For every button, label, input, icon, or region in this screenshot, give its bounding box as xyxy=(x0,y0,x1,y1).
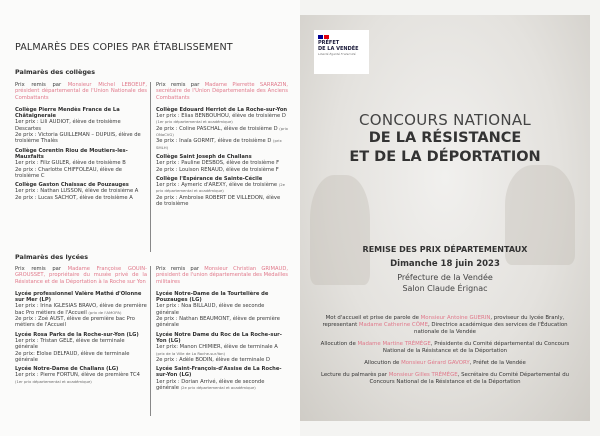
lycees-column-2 xyxy=(150,266,288,416)
giver-name: Monsieur Michel LEBOEUF, président départemental de l'Union Nationale des Combattants xyxy=(15,82,148,101)
program-text: , Secrétaire du Comité Départemental du Concours National de la Résistance et de la Déportation xyxy=(369,372,570,385)
program-text: Mot d'accueil et prise de parole de xyxy=(325,315,421,321)
program-item xyxy=(320,360,570,367)
prize-note: (2e prix départemental et académique) xyxy=(180,385,256,391)
giver-prefix: Prix remis par xyxy=(15,82,68,88)
program-text: Allocution de xyxy=(364,360,402,366)
prize-entry xyxy=(156,167,288,173)
prize-entry xyxy=(156,113,288,126)
logo-line-2: DE LA VENDÉE xyxy=(318,45,359,52)
prize-text: 1er prix : Elias BENBOUHOU, élève de troisième D xyxy=(156,113,286,120)
prize-entry xyxy=(156,138,288,151)
program-text: , Préfet de la Vendée xyxy=(469,360,526,366)
title-line-1: CONCOURS NATIONAL xyxy=(358,111,532,129)
speaker-name: Monsieur Antoine GUERIN xyxy=(420,315,491,321)
prefet-logo xyxy=(314,30,369,74)
school-name: Lycée Notre-Dame de Challans (LG) xyxy=(15,366,119,373)
prize-text: 2e prix : Zoé AUST, élève de première bac Pro métiers de l'Accueil xyxy=(15,316,135,329)
prize-text: 1er prix : Dorian Arrivé, élève de seconde générale xyxy=(156,378,265,392)
prize-note: (1er prix départemental et académique) xyxy=(156,119,233,125)
giver-paragraph xyxy=(156,266,288,285)
prize-entry xyxy=(15,303,147,316)
prize-entry xyxy=(15,351,147,364)
giver-name: Madame Françoise GOUIN-GROUSSET, propriétaire du musée privé de la Résistance et de la Déportation à la Roche sur Yon xyxy=(15,266,148,285)
giver-paragraph xyxy=(15,82,147,101)
school-name: Collège Pierre Mendès France de La Châtaigneraie xyxy=(15,106,120,120)
prize-text: 2e prix : Louison RENAUD, élève de troisième F xyxy=(156,166,279,173)
giver-prefix: Prix remis par xyxy=(156,266,205,272)
speaker-name: Monsieur Gérard GAVORY xyxy=(401,360,470,366)
colleges-column-1 xyxy=(15,82,147,201)
venue-line-2: Salon Claude Érignac xyxy=(402,284,488,293)
prize-entry xyxy=(15,372,147,385)
program-text: , Présidente du Comité départemental du Concours National de la Résistance et de la Déportation xyxy=(382,341,570,354)
school-name: Collège Gaston Chaissac de Pouzauges xyxy=(15,182,129,189)
prize-entry xyxy=(156,357,288,363)
prize-entry xyxy=(156,316,288,329)
prize-text: 2e prix : Nathan BEAUMONT, élève de première générale xyxy=(156,316,280,329)
giver-prefix: Prix remis par xyxy=(15,266,68,272)
giver-prefix: Prix remis par xyxy=(156,82,205,88)
school-name: Collège l'Espérance de Sainte-Cécile xyxy=(156,175,263,182)
program xyxy=(320,315,570,391)
prize-text: 2e prix : Coline PASCHAL, élève de troisième D xyxy=(156,125,280,132)
lycees-heading: Palmarès des lycées xyxy=(15,253,89,261)
prize-text: 1er prix : Lili AUDIOT, élève de troisième Descartes xyxy=(15,119,121,132)
cover-page xyxy=(300,15,590,421)
logo-motto: Liberté Égalité Fraternité xyxy=(318,52,356,56)
prize-entry xyxy=(15,119,147,132)
giver-name: Monsieur Christian GRIMAUD, président de l'union départementale des Médailles militaires xyxy=(156,266,289,285)
event-date: Dimanche 18 juin 2023 xyxy=(390,259,500,269)
prize-text: 1er prix : Irina IGLESIAS BRAVO, élève de première bac Pro métiers de l'Accueil xyxy=(15,303,147,316)
prize-text: 2e prix : Adèle BODIN, élève de terminale D xyxy=(156,356,270,363)
school-name: Lycée Notre-Dame de la Tourtelière de Pouzauges (LG) xyxy=(156,290,269,304)
prize-note: (2e prix départemental et académique) xyxy=(156,182,286,194)
prize-text: 2e prix : Charlotte CHIFFOLEAU, élève de troisième C xyxy=(15,166,123,179)
page-title: PALMARÈS DES COPIES PAR ÉTABLISSEMENT xyxy=(15,42,233,53)
giver-name: Madame Pierrette SARRAZIN, secrétaire de l'Union Départementale des Anciens Combattants xyxy=(156,82,288,101)
lycees-column-1 xyxy=(15,266,147,385)
giver-paragraph xyxy=(156,82,288,101)
colleges-column-2 xyxy=(150,82,288,252)
prize-entry xyxy=(15,338,147,351)
prize-note: (1er prix départemental et académique) xyxy=(15,378,92,384)
prize-text: 1er prix : Pauline DESBOS, élève de troisième F xyxy=(156,160,280,167)
title-line-2: DE LA RÉSISTANCE xyxy=(368,130,522,146)
prize-text: 1er prix: Manon CHIMIER, élève de terminale A xyxy=(156,344,278,351)
prize-entry xyxy=(156,182,288,195)
flag-icon xyxy=(318,35,365,39)
prize-entry xyxy=(15,316,147,329)
school-name: Lycée Notre Dame du Roc de La Roche-sur-Yon (LG) xyxy=(156,331,282,344)
prize-entry xyxy=(156,344,288,357)
school-name: Collège Corentin Riou de Moutiers-les-Mauxfaits xyxy=(15,147,128,160)
speaker-name: Monsieur Gilles TRÉMÈGE xyxy=(388,372,458,378)
school-name: Collège Edouard Herriot de La Roche-sur-Yon xyxy=(156,106,288,113)
prize-text: 1er prix : Tristan GELE, élève de terminale générale xyxy=(15,337,125,351)
prize-note: (prix de la Ville de La Roche-sur-Yon) xyxy=(156,350,225,356)
program-text: , Directrice académique des services de l'Éducation nationale de la Vendée xyxy=(414,322,568,335)
prize-text: 3e prix : Inaïa GORMIT, élève de troisième D xyxy=(156,138,273,145)
title-line-3: ET DE LA DÉPORTATION xyxy=(349,149,541,165)
prize-text: 1er prix : Noa BILLAUD, élève de seconde générale xyxy=(156,303,265,316)
prize-text: 2e prix : Victoria GUILLEMAN – DUPUIS, élève de troisième Thalès xyxy=(15,132,141,145)
program-text: Lecture du palmarès par xyxy=(320,372,389,378)
prize-text: 2e prix: Eloïse DELFAUD, élève de terminale générale xyxy=(15,350,130,363)
prize-entry xyxy=(156,126,288,139)
prize-entry xyxy=(15,132,147,145)
prize-entry xyxy=(15,167,147,180)
prize-entry xyxy=(156,195,288,208)
speaker-name: Madame Martine TRÉMÈGE xyxy=(357,341,431,347)
logo-line-1: PRÉFET xyxy=(318,40,340,46)
prize-text: 1er prix : Pierre FORTUN, élève de première TC4 xyxy=(15,372,140,379)
prize-text: 1er prix : Filiz GULER, élève de troisième B xyxy=(15,160,126,167)
school-name: Lycée Saint-François-d'Assise de La Roche-sur-Yon (LG) xyxy=(156,366,282,379)
giver-paragraph xyxy=(15,266,147,285)
prize-note: (prix ONaCVG) xyxy=(156,125,289,138)
prize-entry xyxy=(156,379,288,392)
speaker-name: Madame Catherine CÔME xyxy=(358,322,428,328)
program-item xyxy=(320,341,570,355)
prize-note: (prix de l'AMOPA) xyxy=(88,309,122,315)
school-name: Lycée professionnel Valère Mathé d'Olonne sur Mer (LP) xyxy=(15,290,142,304)
prize-text: 2e prix : Lucas SACHOT, élève de troisième A xyxy=(15,194,133,201)
colleges-heading: Palmarès des collèges xyxy=(15,68,96,76)
program-item xyxy=(320,315,570,336)
prize-entry xyxy=(156,303,288,316)
prize-text: 1er prix : Aymeric d'AREXY, élève de troisième xyxy=(156,182,279,189)
remise-heading: REMISE DES PRIX DÉPARTEMENTAUX xyxy=(362,245,528,254)
prize-note: (prix SMLH) xyxy=(156,138,282,150)
prize-text: 2e prix : Ambroise ROBERT DE VILLEDON, élève de troisième xyxy=(156,194,281,208)
program-item xyxy=(320,372,570,386)
program-text: , proviseur du lycée Branly, representant xyxy=(322,315,565,328)
prize-text: 1er prix : Nathan LUSSON, élève de troisième A xyxy=(15,188,139,195)
school-name: Collège Saint Joseph de Challans xyxy=(156,153,252,160)
school-name: Lycée Rosa Parks de la Roche-sur-Yon (LG) xyxy=(15,331,139,338)
prize-entry xyxy=(15,195,147,201)
venue-line-1: Préfecture de la Vendée xyxy=(397,273,493,282)
program-text: Allocution de xyxy=(320,341,358,347)
